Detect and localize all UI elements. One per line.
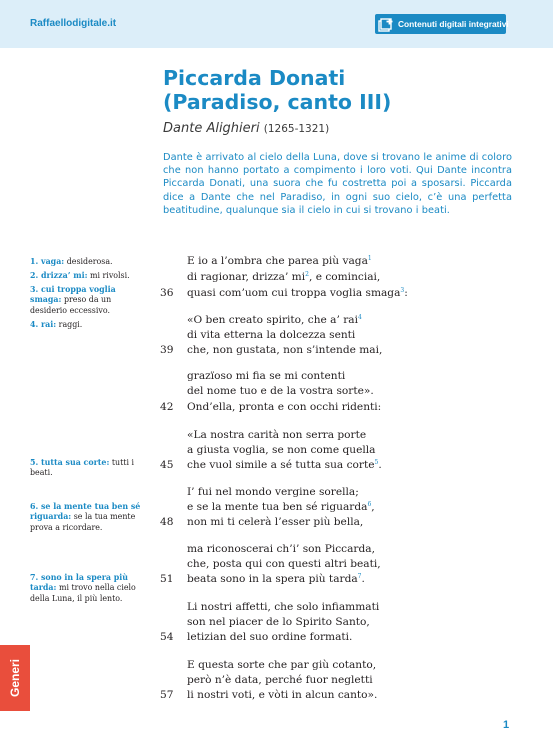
verse-line [187,314,362,326]
note-text: raggi. [56,320,83,329]
verse-text: son nel piacer de lo Spirito Santo, [187,616,370,628]
section-tab-generi[interactable] [0,645,30,711]
section-tab-label: Generi [8,658,22,698]
verse-text-tail: . [378,459,382,471]
note-key: 7. sono in la spera più tarda: [30,573,129,593]
verse-line [187,501,375,513]
verse-text-tail: , e cominciai, [308,271,381,283]
verse-line [187,401,381,413]
verse-text-tail: : [404,287,408,299]
footnote-ref[interactable]: 5 [374,459,379,466]
verse-text: Li nostri affetti, che solo infiammati [187,601,380,613]
book-plus-icon [378,17,394,31]
footnote-ref[interactable]: 6 [367,501,372,508]
footnote-ref[interactable]: 3 [400,287,405,294]
verse-line [187,287,408,299]
footnote-ref[interactable]: 1 [367,255,372,262]
verse-text: E questa sorte che par giù cotanto, [187,659,377,671]
verse-text: I’ fui nel mondo vergine sorella; [187,486,359,498]
note-key: 4. rai: [30,320,57,329]
note-7 [30,573,145,604]
note-5 [30,458,145,479]
verse-line [187,674,373,686]
note-text: mi rivolsi. [87,271,130,280]
top-header-bar [0,0,553,48]
line-number: 54 [160,631,174,643]
note-6 [30,502,145,533]
line-number: 39 [160,344,174,356]
verse-text-tail: , [371,501,375,513]
verse-line [187,486,359,498]
note-text: se la tua mente prova a ricordare. [30,512,136,532]
verse-text-tail: . [361,573,365,585]
page-number: 1 [503,719,510,731]
site-brand-link[interactable]: Raffaellodigitale.it [30,18,117,29]
note-key: 1. vaga: [30,257,65,266]
verse-line [187,255,372,267]
verse-line [187,444,375,456]
footnote-ref[interactable]: 7 [357,573,362,580]
verse-line [187,385,374,397]
verse-text: che, non gustata, non s’intende mai, [187,344,383,356]
note-key: 6. se la mente tua ben sé riguarda: [30,502,141,522]
verse-line [187,459,382,471]
author-line [163,121,329,136]
line-number: 57 [160,689,174,701]
verse-line [187,601,379,613]
note-text: preso da un desiderio eccessivo. [30,295,112,315]
verse-line [187,543,375,555]
verse-text: a giusta voglia, se non come quella [187,444,376,456]
verse-text: di vita etterna la dolcezza senti [187,329,356,341]
digital-content-button[interactable] [375,14,509,34]
verse-text: del nome tuo e de la vostra sorte». [187,385,374,397]
line-number: 48 [160,516,174,528]
footnote-ref[interactable]: 4 [358,314,362,321]
verse-line [187,271,380,283]
footnote-ref[interactable]: 2 [305,271,309,278]
verse-line [187,516,363,528]
note-text: mi trovo nella cielo della Luna, il più lento. [30,583,136,603]
verse-text: li nostri voti, e vòti in alcun canto». [187,689,378,701]
verse-text: «La nostra carità non serra porte [187,429,367,441]
verse-text: Ond’ella, pronta e con occhi ridenti: [187,401,382,413]
verse-text: quasi com’uom cui troppa voglia smaga [187,287,401,299]
verse-line [187,631,352,643]
note-key: 5. tutta sua corte: [30,458,110,467]
intro-paragraph: Dante è arrivato al cielo della Luna, dove si trovano le anime di coloro che non hanno portato a compimento i loro voti. Qui Dante incontra Piccarda Donati, una suora che fu costretta poi a sposarsi. Piccarda dice a Dante che nel Paradiso, in ogni suo cielo, c’è una perfetta beatitudine, qualunque sia il cielo in cui si trovano i beati. [163,152,512,216]
note-3 [30,285,145,316]
note-text: tutti i beati. [30,458,135,478]
author-dates: (1265-1321) [263,123,330,135]
verse-line [187,659,376,671]
digital-content-label: Contenuti digitali integrativi [398,19,509,29]
line-number: 45 [160,459,174,471]
verse-text: beata sono in la spera più tarda [187,573,358,585]
verse-text: e se la mente tua ben sé riguarda [187,501,368,513]
note-2 [30,271,145,281]
note-1 [30,257,145,267]
verse-line [187,616,370,628]
title-line-1: Piccarda Donati [163,66,346,90]
page-title [163,66,523,114]
verse-line [187,573,365,585]
note-key: 2. drizza’ mi: [30,271,88,280]
verse-line [187,344,382,356]
verse-text: ma riconoscerai ch’i’ son Piccarda, [187,543,375,555]
verse-line [187,370,345,382]
verse-text: che vuol simile a sé tutta sua corte [187,459,375,471]
note-text: desiderosa. [64,257,113,266]
line-number: 42 [160,401,174,413]
title-line-2: (Paradiso, canto III) [163,90,392,114]
verse-line [187,558,381,570]
verse-text: grazïoso mi fia se mi contenti [187,370,346,382]
note-key: 3. cui troppa voglia smaga: [30,285,116,305]
line-number: 51 [160,573,174,585]
verse-line [187,429,366,441]
verse-text: letizian del suo ordine formati. [187,631,353,643]
verse-text: di ragionar, drizza’ mi [187,271,306,283]
verse-text: E io a l’ombra che parea più vaga [187,255,368,267]
line-number: 36 [160,287,174,299]
verse-line [187,689,377,701]
verse-text: però n’è data, perché fuor negletti [187,674,373,686]
verse-text: non mi ti celerà l’esser più bella, [187,516,364,528]
author-name: Dante Alighieri [163,121,260,136]
verse-text: «O ben creato spirito, che a’ rai [187,314,359,326]
note-4 [30,320,145,330]
verse-text: che, posta qui con questi altri beati, [187,558,381,570]
verse-line [187,329,355,341]
